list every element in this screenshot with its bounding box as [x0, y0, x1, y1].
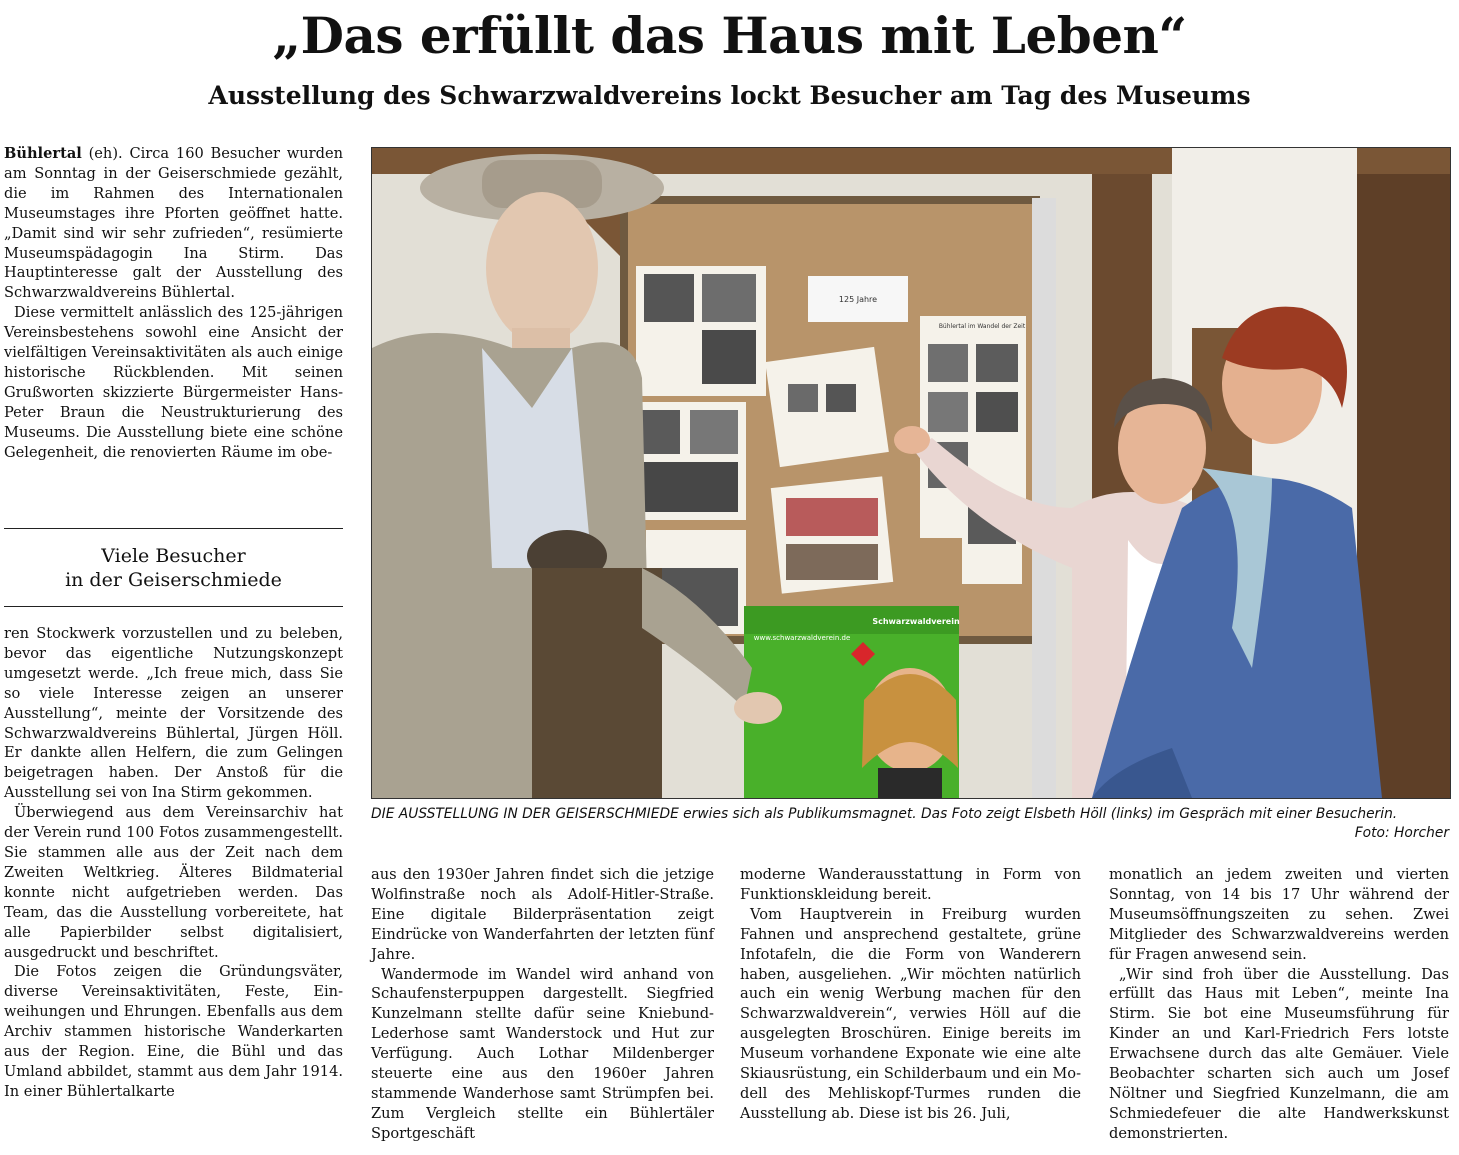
- paragraph: ren Stockwerk vorzustellen und zu beleben, bevor das eigentliche Nutzungskonzept umgesetzt werde. „Ich freue mich, dass Sie so viele Interesse zeigen an unserer Ausstellung“, meinte der Vorsitzende des Schwarzwaldvereins Bühlertal, Jürgen Höll. Er dankte allen Helfern, die zum Gelingen beigetragen haben. Der Anstoß für die Ausstellung sei von Ina Stirm gekommen.: [4, 625, 343, 802]
- intro-paragraph: [4, 144, 343, 303]
- board-title-sign: 125 Jahre: [838, 295, 878, 304]
- paragraph: Diese vermittelt anlässlich des 125-jährigen Vereinsbestehens sowohl eine Ansicht der vielfältigen Vereinsaktivitäten als auch einige historische Rückblenden. Mit seinen Grußworten skizzierte Bürgermeister Hans-Peter Braun die Neustrukturierung des Museums. Die Ausstellung biete eine schöne Gelegenheit, die renovierten Räume im obe-: [4, 304, 343, 461]
- paragraph: „Wir sind froh über die Ausstellung. Das erfüllt das Haus mit Leben“, meinte Ina Stirm. Sie bot eine Museumsführung für Kinder an und Karl-Friedrich Fers lotste Erwachsene durch das alte Gemäuer. Viele Beobachter scharten sich auch um Josef Nöltner und Siegfried Kunzelmann, die am Schmiedefeuer die alte Handwerkskunst demonstrierten.: [1109, 965, 1449, 1142]
- subheadline: Ausstellung des Schwarzwaldvereins lockt Besucher am Tag des Museums: [208, 81, 1251, 110]
- paragraph: aus den 1930er Jahren findet sich die jetzige Wolfinstraße noch als Adolf-Hitler-Straße. Eine digitale Bilderpräsentation zeigt Eindrücke von Wanderfahrten der letzten fünf Jahre.: [371, 866, 714, 963]
- paragraph: Vom Hauptverein in Freiburg wurden Fahnen und ansprechend gestaltete, grüne Infotafeln, die die Form von Wanderern haben, ausgeliehen. „Wir möchten natürlich auch ein wenig Werbung machen für den Schwarzwaldverein“, verwies Höll auf die ausgelegten Broschüren. Einige bereits im Museum vorhandene Exponate wie eine alte Skiausrüstung, ein Schilderbaum und ein Modell des Mehliskopf-Turmes runden die Ausstellung ab. Diese ist bis 26. Juli,: [740, 905, 1081, 1122]
- article-column-3: [740, 865, 1081, 1124]
- article-column-2: [371, 865, 714, 1144]
- paragraph: Wandermode im Wandel wird anhand von Schaufensterpuppen dargestellt. Siegfried Kunzelmann stellte dafür seine Kniebund-Lederhose samt Wanderstock und Hut zur Verfügung. Auch Lothar Mildenberger steuerte eine aus den 1960er Jahren stammende Wanderhose samt Strümpfen bei. Zum Vergleich stellte ein Bühlertäler Sportgeschäft: [371, 965, 714, 1142]
- article-column-1-bottom: [4, 624, 343, 1102]
- paragraph: Die Fotos zeigen die Gründungsväter, diverse Vereinsaktivitäten, Feste, Einweihungen und Ehrungen. Ebenfalls aus dem Archiv stammen historische Wanderkarten aus der Region. Eine, die Bühl und das Umland abbildet, stammt aus dem Jahr 1914. In einer Bühlertalkarte: [4, 963, 343, 1100]
- board-subtitle-sign: Bühlertal im Wandel der Zeit: [938, 323, 1026, 330]
- intertitle: Viele Besucher in der Geiserschmiede: [65, 544, 282, 591]
- dateline: Bühlertal: [4, 145, 82, 162]
- exhibition-photo-illustration: [372, 148, 1450, 798]
- article-column-1-top: [4, 144, 343, 463]
- intertitle-box: [4, 528, 343, 607]
- article-photo: [371, 147, 1451, 799]
- intro-text: (eh). Circa 160 Besucher wurden am Sonntag in der Geiserschmiede gezählt, die im Rahmen des Internationalen Museumstages ihre Pforten geöffnet hatte. „Damit sind wir sehr zufrieden“, resümierte Museumspädagogin Ina Stirm. Das Hauptinteresse galt der Ausstellung des Schwarzwaldvereins Bühlertal.: [4, 145, 343, 302]
- paragraph: Überwiegend aus dem Vereinsarchiv hat der Verein rund 100 Fotos zusammengestellt. Sie stammen alle aus der Zeit nach dem Zweiten Weltkrieg. Älteres Bildmaterial konnte nicht aufgetrieben werden. Das Team, das die Ausstellung vorbereitete, hat alle Papierbilder selbst digitalisiert, ausgedruckt und beschriftet.: [4, 804, 343, 961]
- photo-credit: Foto: Horcher: [1354, 825, 1449, 841]
- photo-caption: DIE AUSSTELLUNG IN DER GEISERSCHMIEDE erwies sich als Publikumsmagnet. Das Foto zeigt Elsbeth Höll (links) im Gespräch mit einer Besucherin.: [371, 806, 1398, 822]
- article-column-4: [1109, 865, 1449, 1144]
- poster-url: www.schwarzwaldverein.de: [753, 634, 851, 642]
- headline: „Das erfüllt das Haus mit Leben“: [272, 6, 1187, 65]
- paragraph: moderne Wanderausstattung in Form von Funktionskleidung bereit.: [740, 866, 1081, 903]
- paragraph: monatlich an jedem zweiten und vierten Sonntag, von 14 bis 17 Uhr während der Museumsöffnungszeiten zu sehen. Zwei Mitglieder des Schwarzwaldvereins werden für Fragen anwesend sein.: [1109, 866, 1449, 963]
- poster-banner: Schwarzwaldverein: [872, 617, 960, 626]
